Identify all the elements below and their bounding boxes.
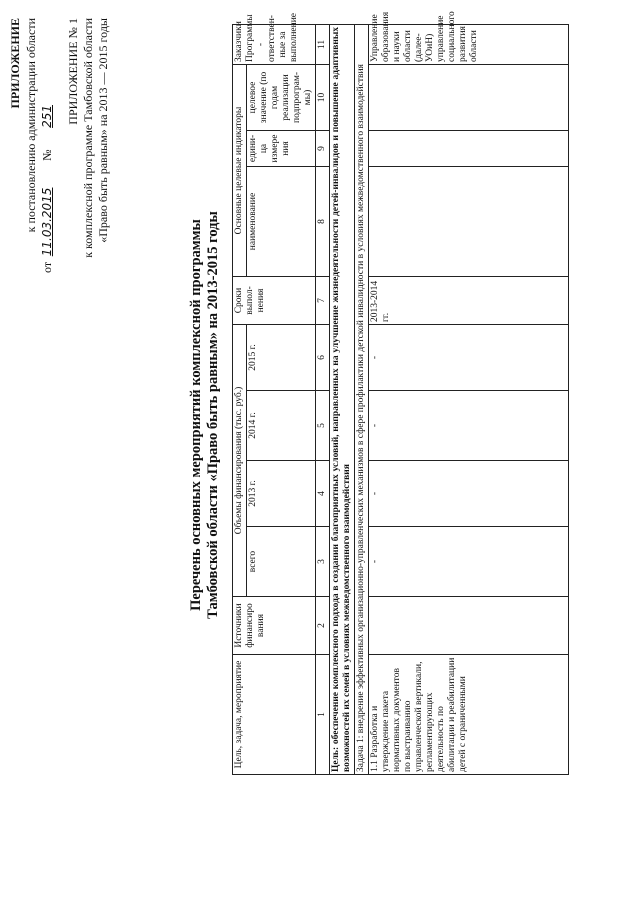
header-term: Сроки выпол-нения xyxy=(233,277,316,325)
task-text: Задача 1: внедрение эффективных организационно-управленческих механизмов в сфере профилактики детской инвалидности в условиях межведомственного взаимодействия xyxy=(355,24,369,774)
measure-2014: - xyxy=(369,391,569,461)
measure-total: - xyxy=(369,527,569,597)
handwritten-date: 11.03.2015 xyxy=(40,187,54,257)
header-indicator-value: целевое значение (по годам реализации подпрограм-мы) xyxy=(247,64,316,130)
header-row-1 xyxy=(233,24,247,774)
document-title xyxy=(188,25,222,805)
measure-row xyxy=(369,24,569,774)
appendix1-label: ПРИЛОЖЕНИЕ № 1 xyxy=(66,18,80,125)
header-total: всего xyxy=(247,527,316,597)
appendix-label: ПРИЛОЖЕНИЕ xyxy=(8,18,22,109)
header-source: Источники финансиро вания xyxy=(233,597,316,655)
column-number: 11 xyxy=(316,24,330,64)
measure-2013: - xyxy=(369,461,569,527)
measure-source xyxy=(369,597,569,655)
header-indicator-name: наименование xyxy=(247,167,316,277)
column-number-row xyxy=(316,24,330,774)
handwritten-number: 251 xyxy=(40,105,54,128)
column-number: 6 xyxy=(316,325,330,391)
measure-indicator-unit xyxy=(369,131,569,167)
measure-name: 1.1 Разработка и утверждение пакета нормативных документов по выстраиванию управленческой вертикали, регламентирующих деятельность по абилитации и реабилитации детей с ограниченными xyxy=(369,655,569,775)
column-number: 7 xyxy=(316,277,330,325)
measures-table xyxy=(232,11,569,775)
column-number: 8 xyxy=(316,167,330,277)
column-number: 1 xyxy=(316,655,330,775)
column-number: 5 xyxy=(316,391,330,461)
title-line-1: Перечень основных мероприятий комплексной программы xyxy=(188,219,204,611)
header-customer: Заказчики Программы - ответствен-ные за выполнение xyxy=(233,24,316,64)
column-number: 2 xyxy=(316,597,330,655)
header-indicators-group: Основные целевые индикаторы xyxy=(233,64,247,276)
measure-indicator-name xyxy=(369,167,569,277)
measure-term: 2013-2014 гг. xyxy=(369,277,569,325)
goal-text: Цель: обеспечение комплексного подхода в создании благоприятных условий, направленных на улучшение жизнедеятельности детей-инвалидов и повышение адаптивных возможностей их семей в условиях межведомственного взаимодействия xyxy=(330,24,355,774)
task-row xyxy=(355,24,369,774)
column-number: 9 xyxy=(316,131,330,167)
column-number: 4 xyxy=(316,461,330,527)
header-goal: Цель, задача, мероприятие xyxy=(233,655,316,775)
decree-date-line xyxy=(40,18,54,273)
goal-row xyxy=(330,24,355,774)
header-2014: 2014 г. xyxy=(247,391,316,461)
number-prefix: № xyxy=(40,149,54,161)
date-prefix: от xyxy=(40,261,54,273)
header-indicator-unit: едини- ца измере ния xyxy=(247,131,316,167)
measure-indicator-value xyxy=(369,64,569,130)
column-number: 10 xyxy=(316,64,330,130)
program-line-2: «Право быть равным» на 2013 — 2015 годы xyxy=(96,18,110,243)
header-2015: 2015 г. xyxy=(247,325,316,391)
header-2013: 2013 г. xyxy=(247,461,316,527)
program-line-1: к комплексной программе Тамбовской области xyxy=(81,18,95,258)
title-line-2: Тамбовской области «Право быть равным» на 2013-2015 годы xyxy=(205,211,221,619)
column-number: 3 xyxy=(316,527,330,597)
decree-line: к постановлению администрации области xyxy=(24,18,38,233)
measure-2015: - xyxy=(369,325,569,391)
header-funding-group: Объемы финансирования (тыс. руб.) xyxy=(233,325,247,597)
measure-customer: Управление образования и науки области (далее-УОиН) управление социального развития области xyxy=(369,24,569,64)
